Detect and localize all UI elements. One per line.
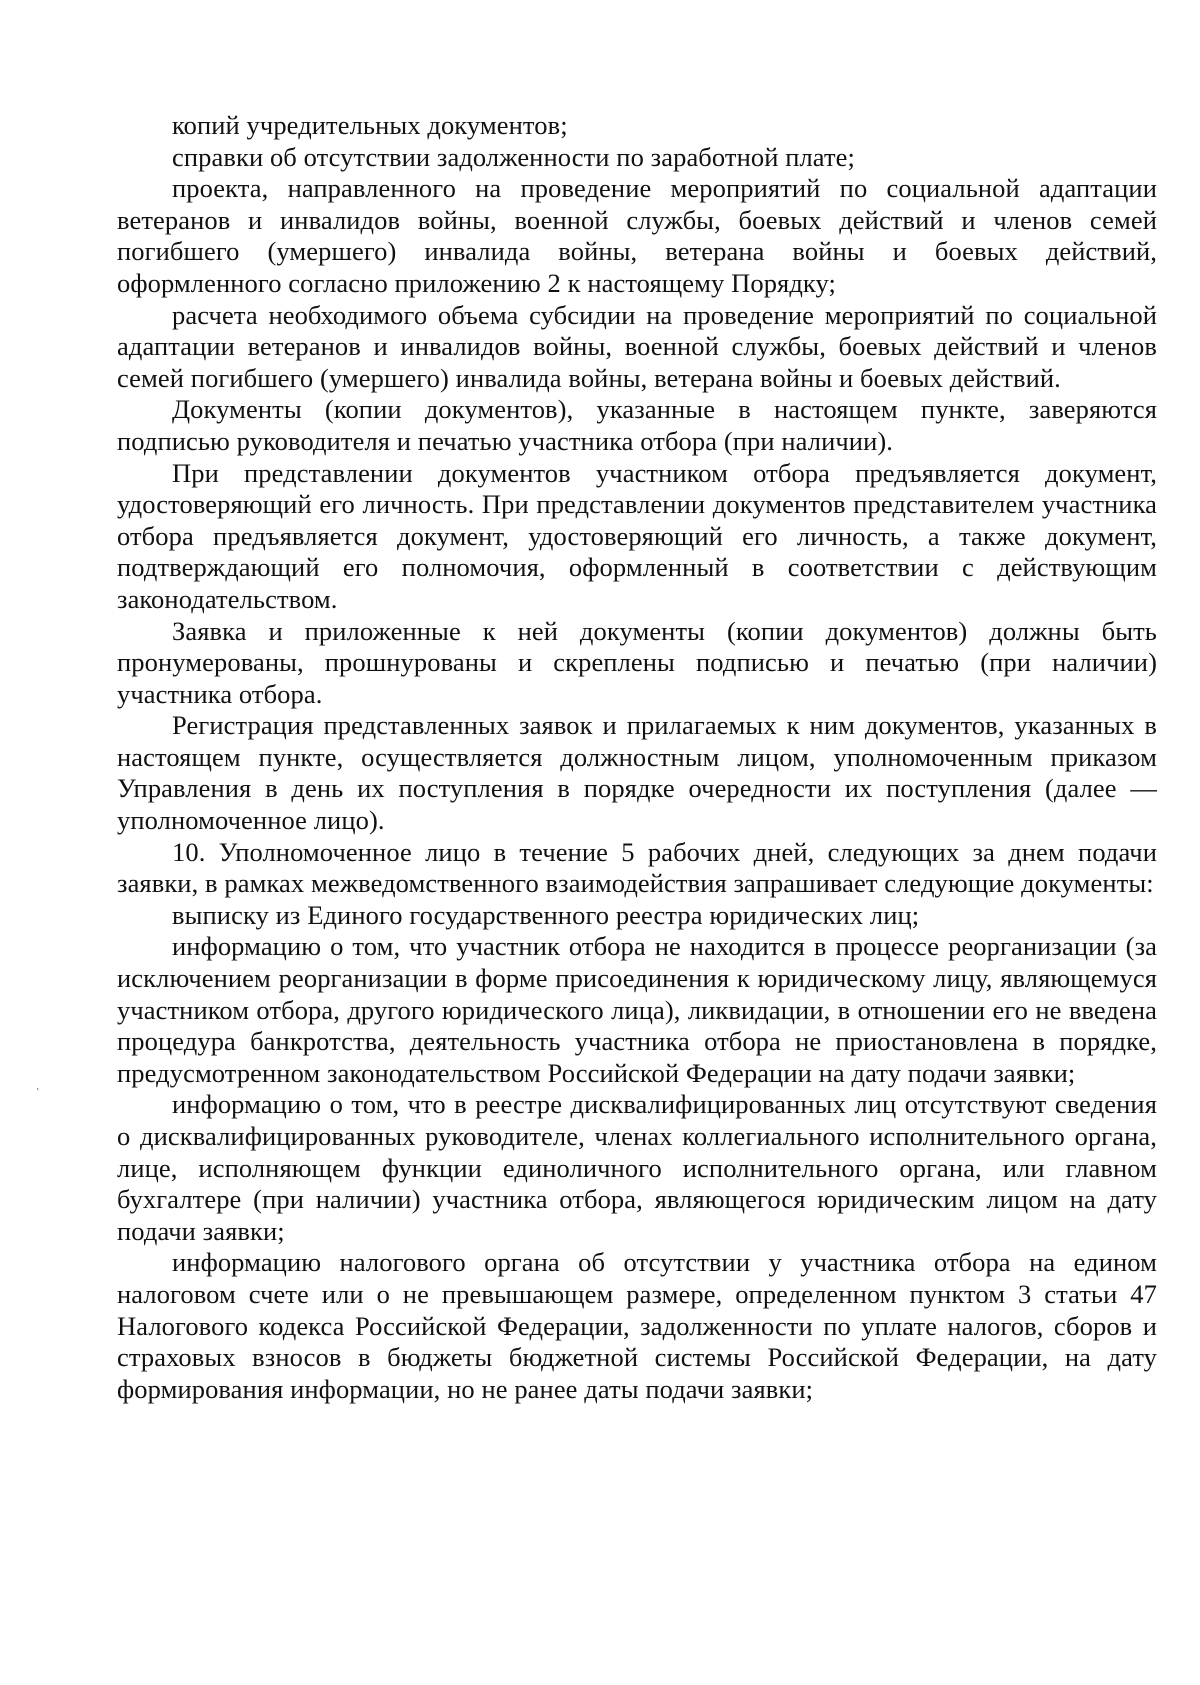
paragraph-application-binding: Заявка и приложенные к ней документы (копии документов) должны быть пронумерованы, прошнурованы и скреплены подписью и печатью (при наличии) участника отбора. [117,615,1157,709]
paragraph-salary-debt-certificate: справки об отсутствии задолженности по заработной плате; [172,141,855,172]
paragraph-identity-documents: При представлении документов участником отбора предъявляется документ, удостоверяющий его личность. При представлении документов представителем участника отбора предъявляется документ, удостоверяющий его личность, а также документ, подтверждающий его полномочия, оформленный в соответствии с действующим законодательством. [117,457,1157,614]
paragraph-registration: Регистрация представленных заявок и прилагаемых к ним документов, указанных в настоящем пункте, осуществляется должностным лицом, уполномоченным приказом Управления в день их поступления в порядке очередности их поступления (далее — уполномоченное лицо). [117,710,1157,836]
paragraph-disqualified-registry: информацию о том, что в реестре дисквалифицированных лиц отсутствуют сведения о дисквалифицированных руководителе, членах коллегиального исполнительного органа, лице, исполняющем функции единоличного исполнительного органа, или главном бухгалтере (при наличии) участника отбора, являющегося юридическим лицом на дату подачи заявки; [117,1089,1157,1246]
paragraph-founding-documents: копий учредительных документов; [172,110,568,140]
scan-artifact-mark: , [31,1081,41,1093]
document-body [117,110,1157,1405]
paragraph-tax-authority-info: информацию налогового органа об отсутствии у участника отбора на едином налоговом счете или о не превышающем размере, определенном пунктом 3 статьи 47 Налогового кодекса Российской Федерации, задолженности по уплате налогов, сборов и страховых взносов в бюджеты бюджетной системы Российской Федерации, на дату формирования информации, но не ранее даты подачи заявки; [117,1247,1157,1404]
paragraph-egrul-extract: выписку из Единого государственного реестра юридических лиц; [172,899,920,930]
paragraph-certification: Документы (копии документов), указанные в настоящем пункте, заверяются подписью руководителя и печатью участника отбора (при наличии). [117,394,1157,456]
paragraph-reorganization-info: информацию о том, что участник отбора не находится в процессе реорганизации (за исключением реорганизации в форме присоединения к юридическому лицу, являющемуся участником отбора, другого юридического лица), ликвидации, в отношении его не введена процедура банкротства, деятельность участника отбора не приостановлена в порядке, предусмотренном законодательством Российской Федерации на дату подачи заявки; [117,931,1157,1088]
paragraph-subsidy-calculation: расчета необходимого объема субсидии на проведение мероприятий по социальной адаптации ветеранов и инвалидов войны, военной службы, боевых действий и членов семей погибшего (умершего) инвалида войны, ветерана войны и боевых действий. [117,299,1157,393]
paragraph-project: проекта, направленного на проведение мероприятий по социальной адаптации ветеранов и инвалидов войны, военной службы, боевых действий и членов семей погибшего (умершего) инвалида войны, ветерана войны и боевых действий, оформленного согласно приложению 2 к настоящему Порядку; [117,173,1157,298]
paragraph-section-10: 10. Уполномоченное лицо в течение 5 рабочих дней, следующих за днем подачи заявки, в рамках межведомственного взаимодействия запрашивает следующие документы: [117,836,1157,899]
